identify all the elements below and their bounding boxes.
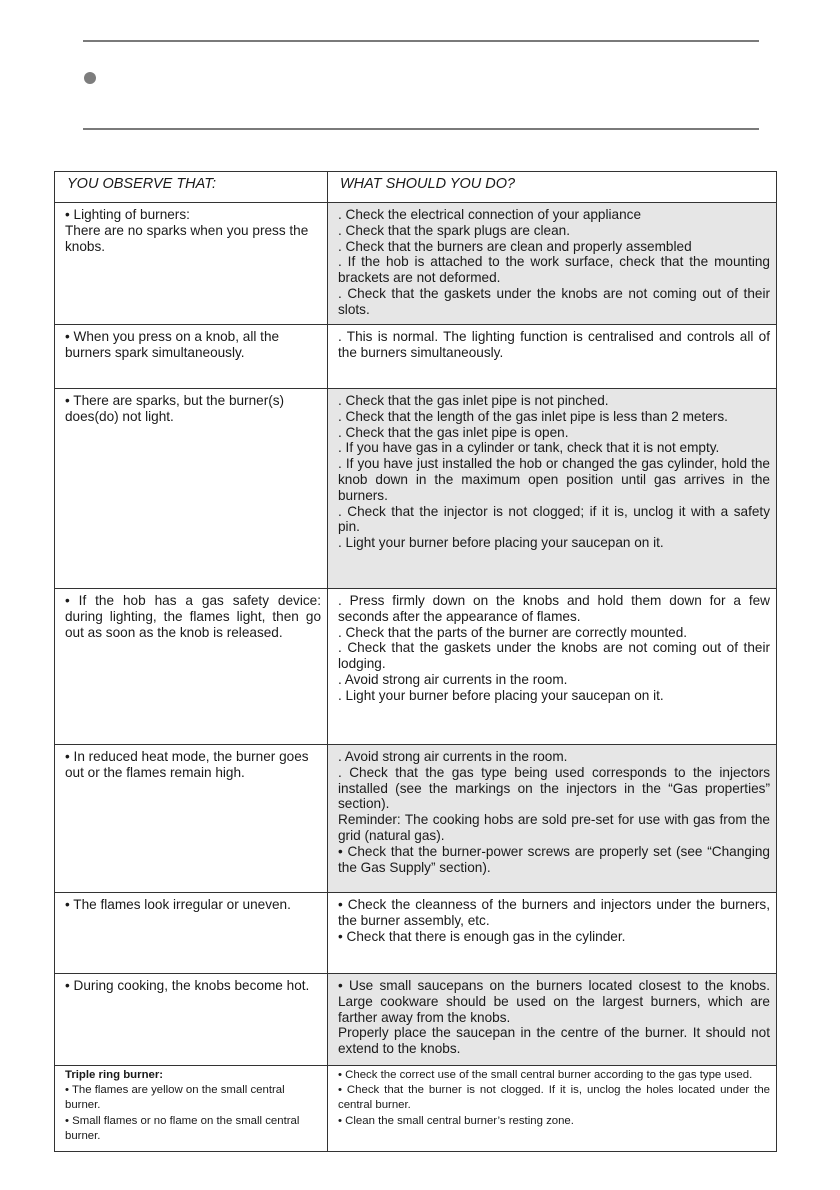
- action-cell: [328, 893, 776, 973]
- observation-text: • During cooking, the knobs become hot.: [65, 978, 310, 993]
- action-text: . Check that the injector is not clogged; if it is, unclog it with a safety pin.: [338, 503, 770, 535]
- observation-cell: [55, 325, 328, 388]
- table-row: [55, 893, 776, 974]
- table-row: [55, 325, 776, 389]
- observation-title: Triple ring burner:: [65, 1069, 164, 1081]
- action-text: . Check that the gas inlet pipe is open.: [338, 424, 569, 440]
- action-text: . Check that the gaskets under the knobs are not coming out of their lodging.: [338, 640, 770, 672]
- table-row: [55, 974, 776, 1066]
- action-text: . Press firmly down on the knobs and hold them down for a few seconds after the appearance of flames.: [338, 593, 770, 624]
- action-text: . Check that the burners are clean and properly assembled: [338, 238, 692, 254]
- action-text: Reminder: The cooking hobs are sold pre-set for use with gas from the grid (natural gas).: [338, 812, 770, 843]
- action-text: . Avoid strong air currents in the room.: [338, 671, 568, 687]
- top-rule: [83, 40, 759, 42]
- action-text: . This is normal. The lighting function is centralised and controls all of the burners simultaneously.: [338, 329, 770, 360]
- action-text: . If you have gas in a cylinder or tank, check that it is not empty.: [338, 440, 720, 456]
- action-text: • Clean the small central burner’s resting zone.: [338, 1114, 574, 1127]
- observation-text: • Small flames or no flame on the small central burner.: [65, 1114, 300, 1142]
- table-header-row: [55, 172, 776, 203]
- observation-cell: [55, 745, 328, 892]
- action-text: . If the hob is attached to the work surface, check that the mounting brackets are not deformed.: [338, 254, 770, 286]
- action-text: • Check that the burner-power screws are properly set (see “Changing the Gas Supply” section).: [338, 843, 770, 875]
- action-text: Properly place the saucepan in the centre of the burner. It should not extend to the knobs.: [338, 1025, 770, 1057]
- action-text: • Check the cleanness of the burners and injectors under the burners, the burner assembly, etc.: [338, 897, 770, 928]
- action-cell: [328, 325, 776, 388]
- observation-cell: [55, 203, 328, 324]
- observation-text: • If the hob has a gas safety device: during lighting, the flames light, then go out as soon as the knob is released.: [65, 593, 321, 640]
- observation-text: • There are sparks, but the burner(s) does(do) not light.: [65, 393, 285, 424]
- table-row: [55, 589, 776, 745]
- action-text: . Check that the spark plugs are clean.: [338, 222, 570, 238]
- observation-cell: [55, 389, 328, 588]
- troubleshooting-table: [54, 171, 777, 1152]
- action-text: . Check that the gas inlet pipe is not pinched.: [338, 393, 609, 408]
- observation-text: • In reduced heat mode, the burner goes out or the flames remain high.: [65, 749, 309, 780]
- action-cell: [328, 203, 776, 324]
- action-cell: [328, 1066, 776, 1151]
- action-cell: [328, 389, 776, 588]
- action-text: • Check that the burner is not clogged. If it is, unclog the holes located under the central burner.: [338, 1084, 770, 1112]
- action-text: . Light your burner before placing your saucepan on it.: [338, 535, 664, 551]
- action-text: • Use small saucepans on the burners located closest to the knobs. Large cookware should be used on the largest burners, which are farther away from the knobs.: [338, 978, 770, 1025]
- action-text: . Check that the gaskets under the knobs are not coming out of their slots.: [338, 285, 770, 317]
- action-text: . Check the electrical connection of your appliance: [338, 207, 642, 222]
- action-text: • Check the correct use of the small central burner according to the gas type used.: [338, 1069, 753, 1081]
- action-text: . Check that the parts of the burner are correctly mounted.: [338, 624, 688, 640]
- action-text: . Light your burner before placing your saucepan on it.: [338, 687, 664, 703]
- action-text: . Check that the gas type being used corresponds to the injectors installed (see the markings on the injectors in the “Gas properties” section).: [338, 764, 770, 812]
- action-cell: [328, 589, 776, 744]
- table-row: [55, 389, 776, 589]
- table-row: [55, 203, 776, 325]
- action-text: . Check that the length of the gas inlet pipe is less than 2 meters.: [338, 408, 728, 424]
- observation-text: • When you press on a knob, all the burners spark simultaneously.: [65, 329, 280, 360]
- action-text: . Avoid strong air currents in the room.: [338, 749, 568, 764]
- action-text: • Check that there is enough gas in the cylinder.: [338, 928, 626, 944]
- bottom-rule: [83, 128, 759, 130]
- observation-cell: [55, 589, 328, 744]
- circle-bullet-icon: [84, 72, 96, 84]
- observation-text: • The flames are yellow on the small central burner.: [65, 1084, 285, 1112]
- table-row: [55, 745, 776, 893]
- action-cell: [328, 745, 776, 892]
- observation-cell: [55, 1066, 328, 1151]
- table-row: [55, 1066, 776, 1151]
- observation-cell: [55, 974, 328, 1065]
- column-header-observe: YOU OBSERVE THAT:: [55, 172, 328, 202]
- column-header-action: WHAT SHOULD YOU DO?: [340, 176, 516, 192]
- observation-cell: [55, 893, 328, 973]
- observation-text: • Lighting of burners:: [65, 207, 190, 222]
- observation-text: • The flames look irregular or uneven.: [65, 897, 291, 912]
- action-text: . If you have just installed the hob or changed the gas cylinder, hold the knob down in the maximum open position until gas arrives in the burners.: [338, 456, 770, 503]
- action-cell: [328, 974, 776, 1065]
- observation-text: There are no sparks when you press the knobs.: [65, 222, 309, 254]
